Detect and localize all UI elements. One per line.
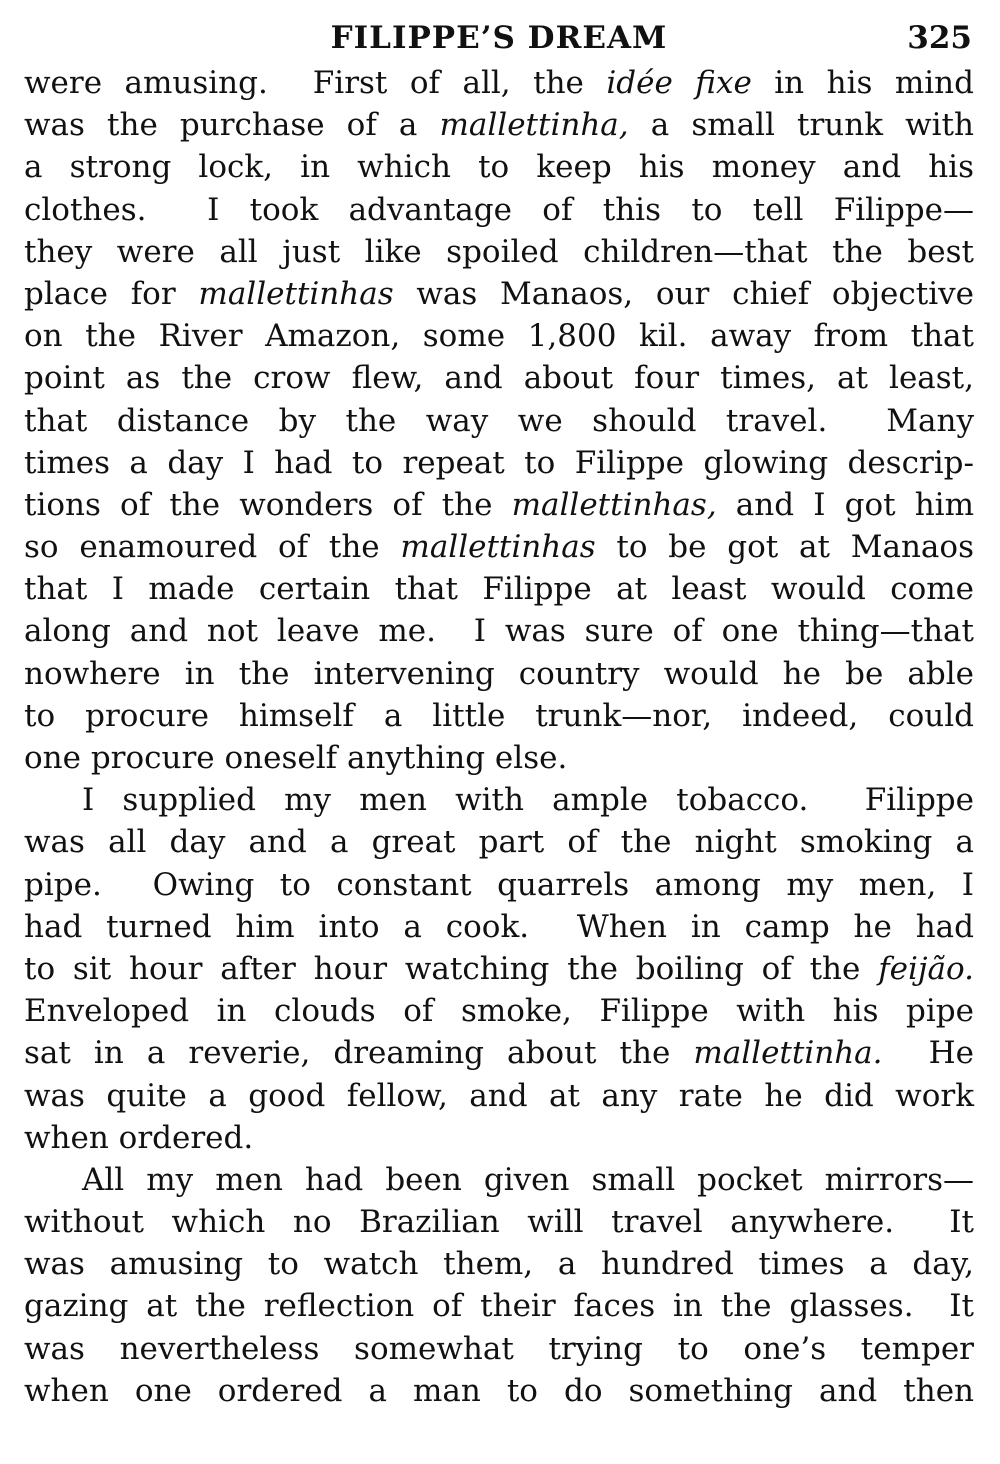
line-text: when one ordered a man to do something and then [24,1372,974,1409]
text-line [24,695,974,737]
text-line [24,779,974,821]
paragraph-2 [24,779,974,1159]
text-line [24,906,974,948]
text-line [24,104,974,146]
text-line [24,400,974,442]
line-text: so enamoured of the [24,529,401,566]
line-text: to be got at Manaos [595,529,974,566]
text-line [24,990,974,1032]
italic-term: mallettinhas [400,529,596,566]
text-line [24,653,974,695]
text-line [24,864,974,906]
text-line [24,231,974,273]
line-text: was nevertheless somewhat trying to one’s temper [24,1330,974,1367]
line-text: I supplied my men with ample tobacco. Filippe [82,782,974,819]
text-line [24,568,974,610]
text-line [24,1370,974,1412]
line-text: gazing at the reflection of their faces in the glasses. It [24,1288,974,1325]
text-line [24,610,974,652]
paragraph-1 [24,62,974,779]
line-text: was all day and a great part of the night smoking a [24,824,974,861]
line-text: without which no Brazilian will travel anywhere. It [24,1204,974,1241]
text-line [24,1075,974,1117]
line-text: that I made certain that Filippe at least would come [24,571,974,608]
italic-term: mallettinhas, [511,486,717,523]
line-text: sat in a reverie, dreaming about the [24,1035,694,1072]
text-line [24,62,974,104]
line-text: was amusing to watch them, a hundred times a day, [24,1246,974,1283]
line-text: they were all just like spoiled children—that the best [24,233,974,270]
line-text: when ordered. [24,1119,254,1156]
text-line [24,146,974,188]
line-text: Enveloped in clouds of smoke, Filippe with his pipe [24,993,974,1030]
text-line [24,1117,974,1159]
line-text: that distance by the way we should travel. Many [24,402,974,439]
text-line [24,526,974,568]
text-line [24,357,974,399]
running-head [24,14,974,62]
text-line [24,1032,974,1074]
text-line [24,442,974,484]
line-text: He [882,1035,975,1072]
line-text: a strong lock, in which to keep his money and his [24,149,974,186]
book-page [24,14,974,1412]
body-text [24,62,974,1412]
line-text: All my men had been given small pocket mirrors— [82,1161,974,1198]
line-text: place for [24,275,199,312]
text-line [24,1328,974,1370]
line-text: to sit hour after hour watching the boiling of the [24,950,879,987]
italic-term: feijão. [878,950,974,987]
italic-term: mallettinhas [198,275,394,312]
italic-term: mallettinha. [693,1035,883,1072]
line-text: on the River Amazon, some 1,800 kil. away from that [24,318,974,355]
text-line [24,273,974,315]
line-text: a small trunk with [628,107,974,144]
line-text: pipe. Owing to constant quarrels among my men, I [24,866,974,903]
text-line [24,484,974,526]
text-line [24,1159,974,1201]
chapter-running-title: FILIPPE’S DREAM [330,20,668,56]
line-text: point as the crow flew, and about four times, at least, [24,360,974,397]
line-text: to procure himself a little trunk—nor, indeed, could [24,697,974,734]
line-text: was quite a good fellow, and at any rate he did work [24,1077,974,1114]
line-text: and I got him [716,486,974,523]
line-text: had turned him into a cook. When in camp he had [24,908,974,945]
line-text: nowhere in the intervening country would he be able [24,655,974,692]
text-line [24,1285,974,1327]
italic-term: idée fixe [606,65,752,101]
line-text: were amusing. First of all, the [24,65,607,101]
paragraph-3 [24,1159,974,1412]
line-text: was the purchase of a [24,107,440,144]
text-line [24,737,974,779]
line-text: times a day I had to repeat to Filippe glowing descrip- [24,444,974,481]
line-text: was Manaos, our chief objective [393,275,974,312]
text-line [24,948,974,990]
italic-term: mallettinha, [439,107,629,144]
line-text: along and not leave me. I was sure of one thing—that [24,613,974,650]
text-line [24,1243,974,1285]
text-line [24,315,974,357]
text-line [24,821,974,863]
line-text: tions of the wonders of the [24,486,512,523]
text-line [24,1201,974,1243]
line-text: in his mind [751,65,974,101]
line-text: one procure oneself anything else. [24,740,568,776]
line-text: clothes. I took advantage of this to tell Filippe— [24,191,974,228]
text-line [24,189,974,231]
page-number: 325 [907,20,972,56]
